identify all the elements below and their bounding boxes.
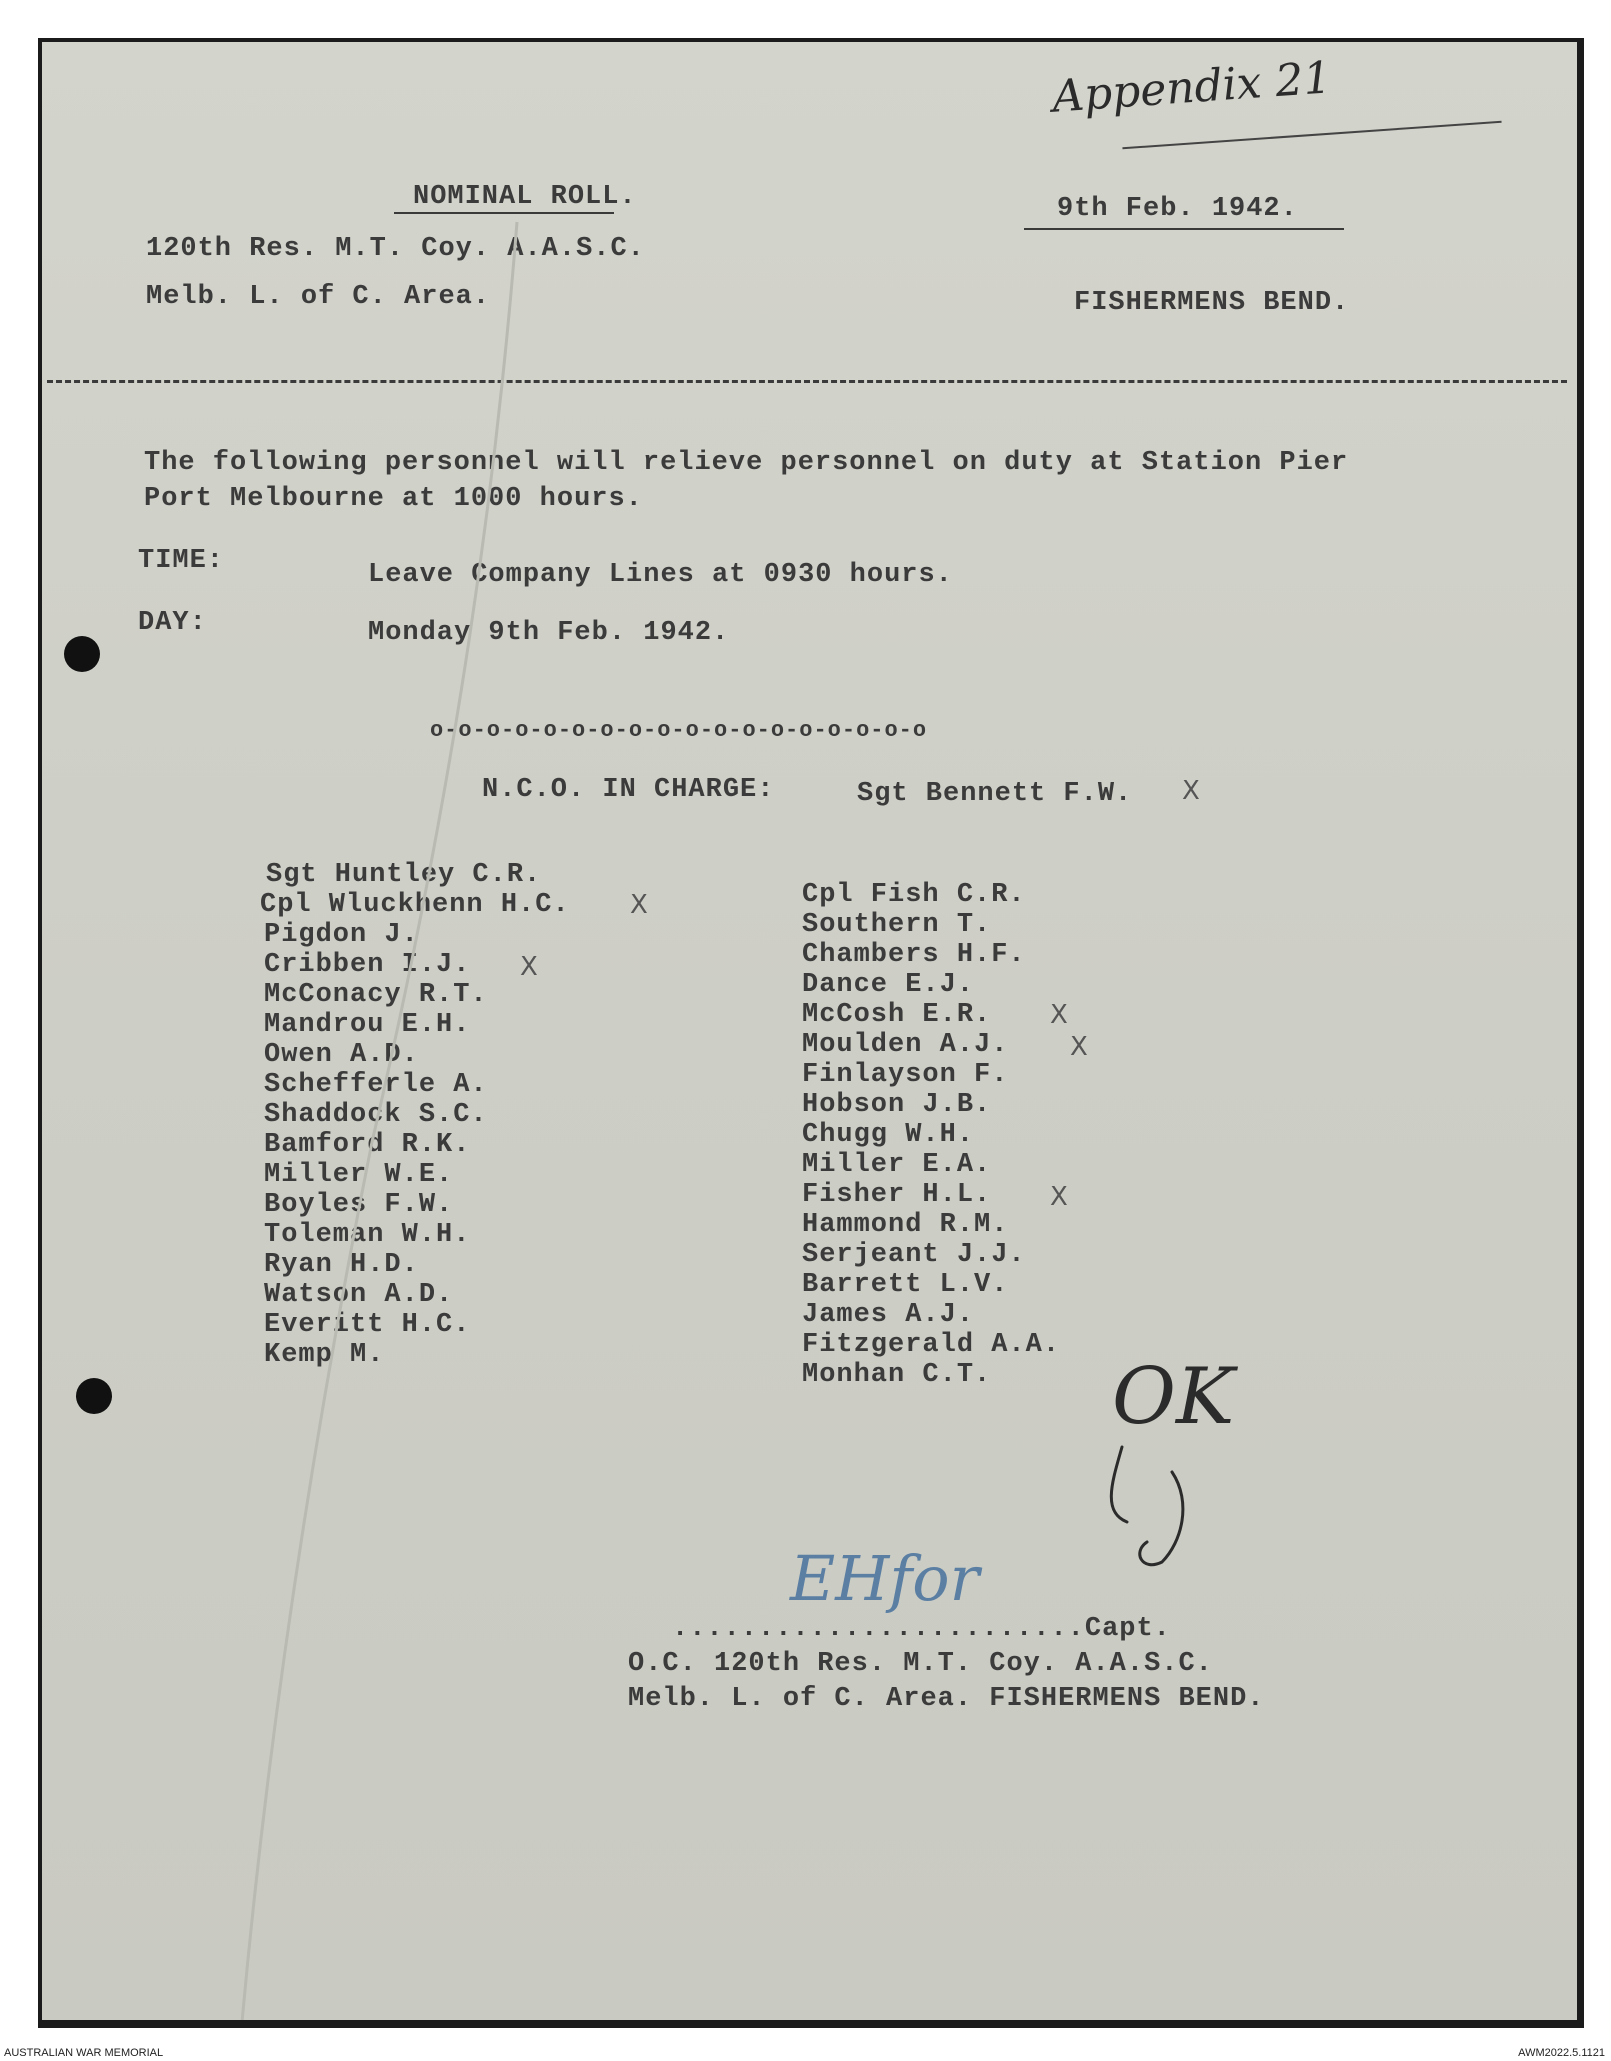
list-item: Watson A.D. — [264, 1280, 454, 1310]
signature-scribble — [1102, 1442, 1222, 1572]
credit-right: AWM2022.5.1121 — [1518, 2047, 1605, 2059]
separator-line: o-o-o-o-o-o-o-o-o-o-o-o-o-o-o-o-o-o — [430, 718, 928, 743]
title-underline — [394, 212, 614, 214]
punch-hole — [76, 1378, 112, 1414]
list-item: Owen A.D. — [264, 1040, 419, 1070]
list-item: James A.J. — [802, 1300, 975, 1330]
document-date: 9th Feb. 1942. — [1057, 194, 1298, 224]
tick-mark: X — [1182, 776, 1200, 806]
list-item: Fisher H.L. — [802, 1180, 992, 1210]
list-item: Barrett L.V. — [802, 1270, 1009, 1300]
appendix-note: Appendix 21 — [1050, 52, 1333, 123]
list-item: Chugg W.H. — [802, 1120, 975, 1150]
day-label: DAY: — [138, 608, 207, 638]
list-item: Miller W.E. — [264, 1160, 454, 1190]
list-item: Everitt H.C. — [264, 1310, 471, 1340]
location: FISHERMENS BEND. — [1074, 288, 1350, 318]
unit-line-2: Melb. L. of C. Area. — [146, 282, 491, 312]
nco-name: Sgt Bennett F.W. — [857, 779, 1133, 809]
day-value: Monday 9th Feb. 1942. — [368, 618, 730, 648]
signature-line: ........................Capt. — [672, 1614, 1171, 1644]
signature-line-1: O.C. 120th Res. M.T. Coy. A.A.S.C. — [628, 1649, 1213, 1679]
list-item: Cpl Wluckhenn H.C. — [260, 890, 570, 920]
list-item: Ryan H.D. — [264, 1250, 419, 1280]
list-item: Kemp M. — [264, 1340, 385, 1370]
list-item: McCosh E.R. — [802, 1000, 992, 1030]
tick-mark: X — [630, 890, 648, 920]
list-item: Sgt Huntley C.R. — [266, 860, 542, 890]
time-value: Leave Company Lines at 0930 hours. — [368, 560, 953, 590]
appendix-underline — [1122, 121, 1501, 150]
list-item: Dance E.J. — [802, 970, 975, 1000]
time-label: TIME: — [138, 546, 225, 576]
list-item: McConacy R.T. — [264, 980, 488, 1010]
punch-hole — [64, 636, 100, 672]
credit-left: AUSTRALIAN WAR MEMORIAL — [4, 2047, 164, 2059]
tick-mark: X — [1050, 1182, 1068, 1212]
list-item: Fitzgerald A.A. — [802, 1330, 1061, 1360]
list-item: Bamford R.K. — [264, 1130, 471, 1160]
date-underline — [1024, 228, 1344, 230]
list-item: Monhan C.T. — [802, 1360, 992, 1390]
handwritten-initials: OK — [1112, 1352, 1235, 1442]
list-item: Shaddock S.C. — [264, 1100, 488, 1130]
list-item: Pigdon J. — [264, 920, 419, 950]
document-page — [42, 42, 1577, 2020]
list-item: Schefferle A. — [264, 1070, 488, 1100]
unit-line-1: 120th Res. M.T. Coy. A.A.S.C. — [146, 234, 645, 264]
list-item: Serjeant J.J. — [802, 1240, 1026, 1270]
tick-mark: X — [520, 952, 538, 982]
list-item: Moulden A.J. — [802, 1030, 1009, 1060]
body-line-1: The following personnel will relieve personnel on duty at Station Pier — [144, 448, 1349, 478]
list-item: Southern T. — [802, 910, 992, 940]
list-item: Toleman W.H. — [264, 1220, 471, 1250]
list-item: Hobson J.B. — [802, 1090, 992, 1120]
list-item: Chambers H.F. — [802, 940, 1026, 970]
document-title: NOMINAL ROLL. — [413, 182, 637, 212]
list-item: Mandrou E.H. — [264, 1010, 471, 1040]
list-item: Finlayson F. — [802, 1060, 1009, 1090]
handwritten-sign-initials: EHfor — [790, 1542, 980, 1615]
body-line-2: Port Melbourne at 1000 hours. — [144, 484, 643, 514]
list-item: Miller E.A. — [802, 1150, 992, 1180]
list-item: Cribben I.J. — [264, 950, 471, 980]
section-divider — [47, 380, 1567, 383]
tick-mark: X — [1070, 1032, 1088, 1062]
nco-label: N.C.O. IN CHARGE: — [482, 775, 775, 805]
list-item: Boyles F.W. — [264, 1190, 454, 1220]
list-item: Cpl Fish C.R. — [802, 880, 1026, 910]
signature-line-2: Melb. L. of C. Area. FISHERMENS BEND. — [628, 1684, 1265, 1714]
tick-mark: X — [1050, 1000, 1068, 1030]
list-item: Hammond R.M. — [802, 1210, 1009, 1240]
